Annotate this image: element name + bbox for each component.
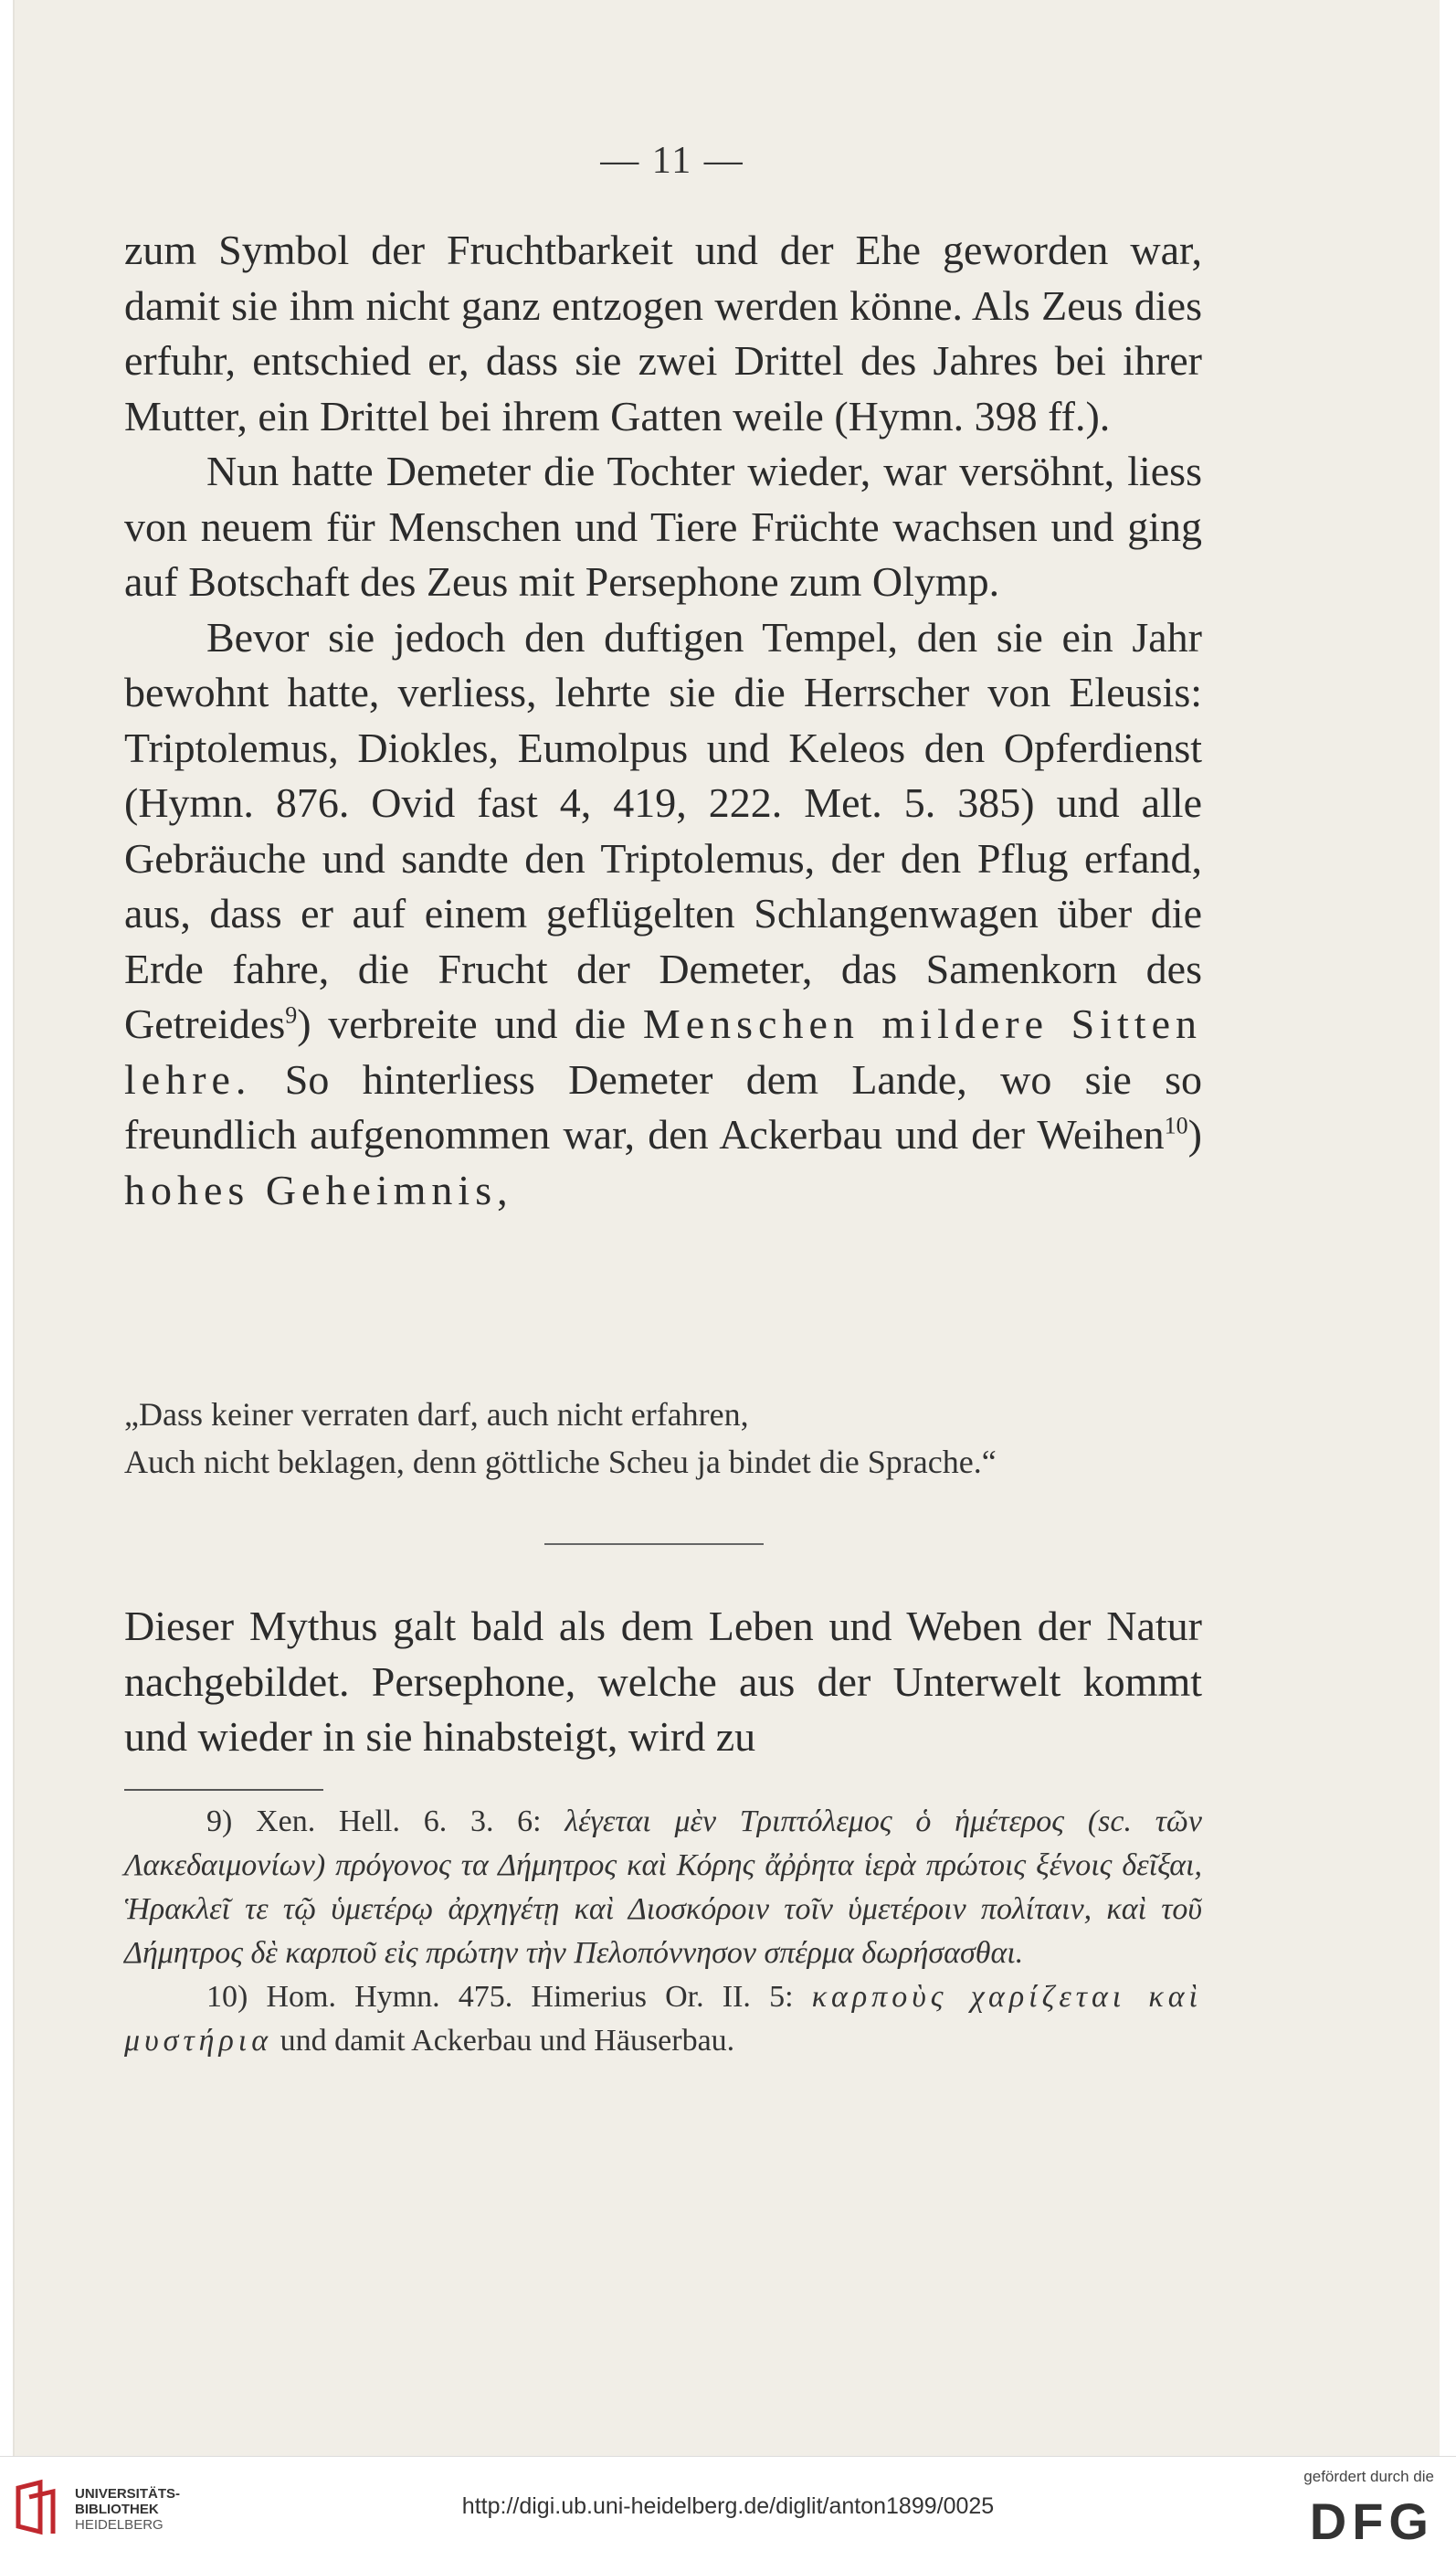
dfg-logo[interactable]: DFG bbox=[1309, 2492, 1434, 2550]
book-page bbox=[13, 0, 1440, 2456]
footnote-10-lead: 10) Hom. Hymn. 475. Himerius Or. II. 5: bbox=[206, 1980, 812, 2014]
paragraph-4: Dieser Mythus galt bald als dem Leben und Weben der Natur nachgebildet. Persephone, welche aus der Unterwelt kommt und wieder in sie hinabsteigt, wird zu bbox=[124, 1603, 1202, 1760]
university-name-line-2: BIBLIOTHEK bbox=[75, 2502, 159, 2517]
footnotes bbox=[124, 1800, 1202, 2063]
paragraph-3-text-c: So hinterliess Demeter dem Lande, wo sie so freundlich aufgenommen war, den Ackerbau und der Weihen bbox=[124, 1055, 1202, 1158]
spaced-emphasis-2: hohes Geheimnis, bbox=[124, 1166, 513, 1213]
verse-quote bbox=[124, 1391, 1202, 1486]
footnote-10-tail: und damit Ackerbau und Häuserbau. bbox=[272, 2024, 735, 2058]
paragraph-3 bbox=[124, 610, 1202, 1219]
verse-line-2: Auch nicht beklagen, denn göttliche Scheu ja bindet die Sprache.“ bbox=[124, 1444, 997, 1480]
footnote-9-greek: λέγεται μὲν Τριπτόλεμος ὁ ἡμέτερος (sc. τῶν Λακεδαιμονίων) πρόγονος τα Δήμητρος καὶ Κόρης ἄῤῥητα ἱερὰ πρώτοις ξένοις δεῖξαι, Ἡρακλεῖ τε τῷ ὑμετέρῳ ἀρχηγέτῃ καὶ Διοσκόροιν τοῖν ὑμετέροιν πολίταιν, καὶ τοῦ Δήμητρος δὲ καρποῦ εἰς πρώτην τὴν Πελοπόννησον σπέρμα δωρήσασθαι. bbox=[124, 1804, 1202, 1970]
verse-line-1: „Dass keiner verraten darf, auch nicht erfahren, bbox=[124, 1396, 749, 1433]
paragraph-1: zum Symbol der Fruchtbarkeit und der Ehe geworden war, damit sie ihm nicht ganz entzogen werden könne. Als Zeus dies erfuhr, entschied er, dass sie zwei Drittel des Jahres bei ihrer Mutter, ein Drittel bei ihrem Gatten weile (Hymn. 398 ff.). bbox=[124, 227, 1202, 439]
source-url-link[interactable]: http://digi.ub.uni-heidelberg.de/diglit/anton1899/0025 bbox=[461, 2493, 995, 2519]
footnote-9-lead: 9) Xen. Hell. 6. 3. 6: bbox=[206, 1804, 565, 1838]
paragraph-3-text-b: ) verbreite und die bbox=[297, 1000, 627, 1047]
paragraph-2: Nun hatte Demeter die Tochter wieder, war versöhnt, liess von neuem für Menschen und Tiere Früchte wachsen und ging auf Botschaft des Zeus mit Persephone zum Olymp. bbox=[124, 448, 1202, 605]
footnote-10 bbox=[124, 1975, 1202, 2063]
page-number: — 11 — bbox=[600, 140, 744, 182]
paragraph-3-text-d: ) bbox=[1187, 1111, 1202, 1158]
footnote-9 bbox=[124, 1800, 1202, 1975]
section-divider bbox=[544, 1543, 764, 1545]
main-text-block bbox=[124, 223, 1202, 1218]
footnote-ref-10[interactable]: 10 bbox=[1164, 1112, 1188, 1139]
paragraph-3-text-a: Bevor sie jedoch den duftigen Tempel, den sie ein Jahr bewohnt hatte, verliess, lehrte sie die Herrscher von Eleusis: Triptolemus, Diokles, Eumolpus und Keleos den Opferdienst (Hymn. 876. Ovid fast 4, 419, 222. Met. 5. 385) und alle Gebräuche und sandte den Triptolemus, der den Pflug erfand, aus, dass er auf einem geflügelten Schlangenwagen über die Erde fahre, die Frucht der Demeter, das Samenkorn des Getreides bbox=[124, 613, 1202, 1047]
footnote-ref-9[interactable]: 9 bbox=[285, 1001, 298, 1029]
funded-by-label: gefördert durch die bbox=[1303, 2468, 1434, 2485]
spaced-emphasis-1: Menschen mildere Sitten lehre. bbox=[124, 1000, 1203, 1103]
university-name-line-3: HEIDELBERG bbox=[75, 2517, 164, 2533]
university-name-line-1: UNIVERSITÄTS- bbox=[75, 2486, 181, 2502]
footnote-rule bbox=[124, 1789, 323, 1791]
footnote-10-greek: καρποὺς χαρίζεται καὶ μυστήρια bbox=[124, 1980, 1203, 2058]
viewer-footer bbox=[0, 2456, 1456, 2561]
